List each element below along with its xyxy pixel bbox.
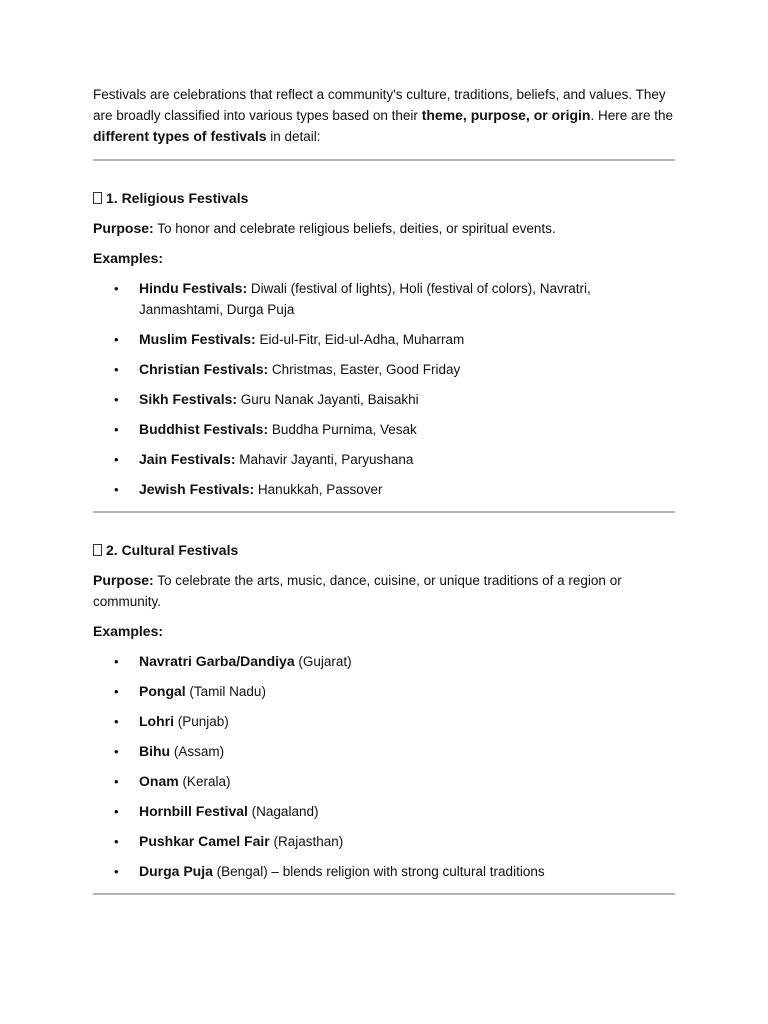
intro-text-1: Festivals are celebrations that reflect a community's culture, traditions, beliefs, and values. They are broadly classified into various types based on their (93, 87, 666, 123)
list-item (93, 278, 675, 320)
list-item-label: Navratri Garba/Dandiya (139, 653, 295, 669)
purpose-label: Purpose: (93, 220, 154, 236)
list-item (93, 741, 675, 762)
document-body (93, 84, 675, 895)
list-item (93, 479, 675, 500)
list-item-text: (Kerala) (178, 774, 231, 789)
list-item-text: (Gujarat) (294, 654, 352, 669)
list-item (93, 681, 675, 702)
examples-label-text: Examples: (93, 623, 164, 639)
examples-label (93, 621, 675, 642)
list-item-label: Hornbill Festival (139, 803, 248, 819)
list-item-label: Muslim Festivals: (139, 331, 256, 347)
list-item-label: Lohri (139, 713, 174, 729)
list-item-text: Hanukkah, Passover (254, 482, 383, 497)
list-item-text: (Tamil Nadu) (185, 684, 266, 699)
list-item (93, 711, 675, 732)
list-item-label: Onam (139, 773, 179, 789)
list-item (93, 329, 675, 350)
examples-label (93, 248, 675, 269)
divider (93, 511, 675, 513)
list-item-text: (Rajasthan) (269, 834, 344, 849)
list-item-label: Hindu Festivals: (139, 280, 248, 296)
list-item-text: Diwali (festival of lights), Holi (festival of colors), Navratri, Janmashtami, Durga Puja (139, 281, 591, 317)
list-item-text: (Assam) (170, 744, 225, 759)
list-item-text: Christmas, Easter, Good Friday (268, 362, 461, 377)
list-item-label: Buddhist Festivals: (139, 421, 269, 437)
list-item-label: Durga Puja (139, 863, 213, 879)
intro-text-2: . Here are the (590, 108, 674, 123)
list-item-label: Bihu (139, 743, 171, 759)
examples-list-religious (93, 278, 675, 500)
list-item (93, 419, 675, 440)
purpose-text: To celebrate the arts, music, dance, cuisine, or unique traditions of a region or community. (93, 573, 622, 609)
list-item-label: Pongal (139, 683, 186, 699)
list-item (93, 801, 675, 822)
section-heading-text: 2. Cultural Festivals (106, 542, 239, 558)
examples-list-cultural (93, 651, 675, 882)
list-item (93, 771, 675, 792)
list-item (93, 861, 675, 882)
intro-paragraph (93, 84, 675, 147)
examples-label-text: Examples: (93, 250, 164, 266)
list-item-label: Jain Festivals: (139, 451, 236, 467)
list-item-label: Jewish Festivals: (139, 481, 255, 497)
intro-bold-2: different types of festivals (93, 128, 267, 144)
list-item-text: Eid-ul-Fitr, Eid-ul-Adha, Muharram (255, 332, 465, 347)
list-item-text: (Bengal) – blends religion with strong cultural traditions (212, 864, 545, 879)
list-item (93, 651, 675, 672)
purpose-line (93, 570, 675, 612)
list-item-label: Christian Festivals: (139, 361, 269, 377)
list-item-text: (Punjab) (174, 714, 229, 729)
section-heading-text: 1. Religious Festivals (106, 190, 249, 206)
list-item-text: (Nagaland) (247, 804, 319, 819)
missing-glyph-icon (93, 192, 102, 204)
divider (93, 159, 675, 161)
purpose-label: Purpose: (93, 572, 154, 588)
purpose-line (93, 218, 675, 239)
list-item (93, 831, 675, 852)
list-item (93, 389, 675, 410)
list-item (93, 449, 675, 470)
list-item-label: Pushkar Camel Fair (139, 833, 270, 849)
section-heading-religious (93, 188, 675, 209)
intro-text-3: in detail: (266, 129, 321, 144)
section-heading-cultural (93, 540, 675, 561)
list-item-text: Buddha Purnima, Vesak (268, 422, 417, 437)
list-item-text: Mahavir Jayanti, Paryushana (235, 452, 414, 467)
list-item-label: Sikh Festivals: (139, 391, 238, 407)
list-item-text: Guru Nanak Jayanti, Baisakhi (237, 392, 419, 407)
divider (93, 893, 675, 895)
purpose-text: To honor and celebrate religious beliefs, deities, or spiritual events. (153, 221, 556, 236)
intro-bold-1: theme, purpose, or origin (421, 107, 591, 123)
missing-glyph-icon (93, 544, 102, 556)
list-item (93, 359, 675, 380)
